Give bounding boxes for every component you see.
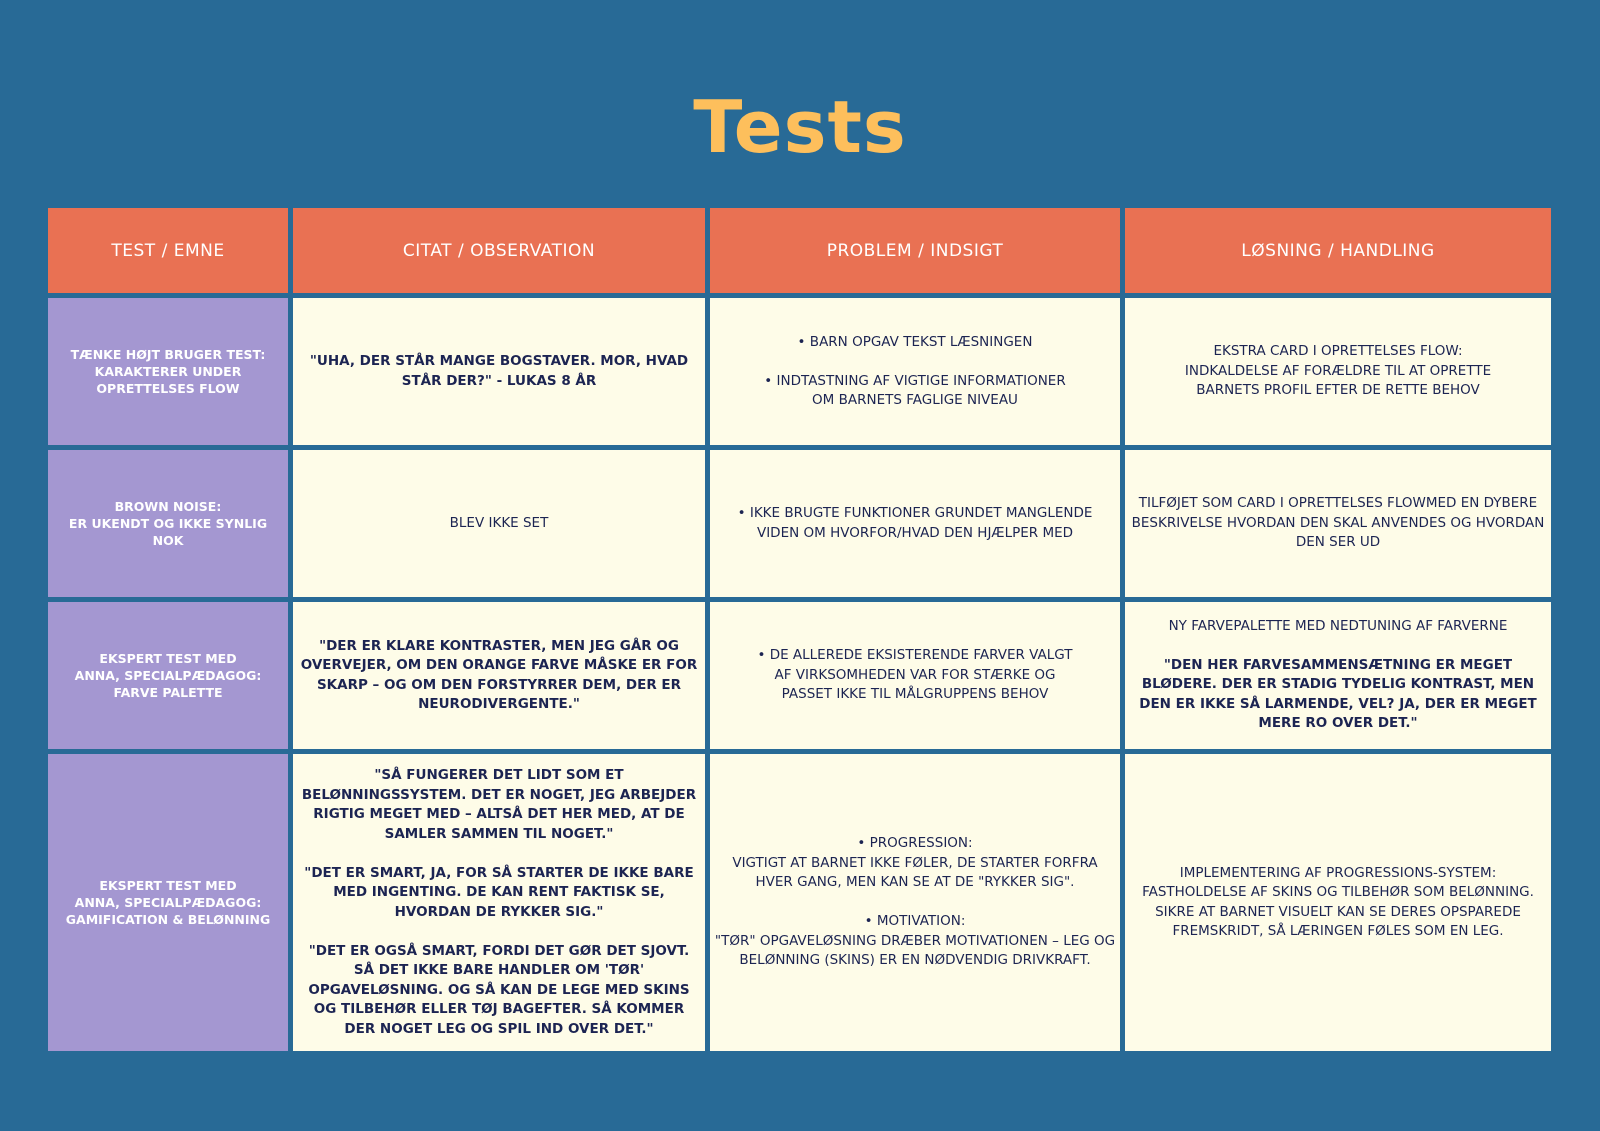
header-test-topic: TEST / EMNE	[48, 208, 288, 293]
row-1-topic: TÆNKE HØJT BRUGER TEST: KARAKTERER UNDER OPRETTELSES FLOW	[48, 298, 288, 445]
row-1-solution: EKSTRA CARD I OPRETTELSES FLOW: INDKALDELSE AF FORÆLDRE TIL AT OPRETTE BARNETS PROFIL EFTER DE RETTE BEHOV	[1184, 343, 1492, 399]
row-1-solution-cell	[1125, 298, 1551, 445]
row-4-solution: IMPLEMENTERING AF PROGRESSIONS-SYSTEM: FASTHOLDELSE AF SKINS OG TILBEHØR SOM BELØNNING. SIKRE AT BARNET VISUELT KAN SE DERES OPSPAREDE FREMSKRIDT, SÅ LÆRINGEN FØLES SOM EN LEG.	[1142, 864, 1534, 939]
row-2-solution-cell	[1125, 450, 1551, 597]
row-3-solution-quote: "DEN HER FARVESAMMENSÆTNING ER MEGET BLØDERE. DER ER STADIG TYDELIG KONTRAST, MEN DEN ER IKKE SÅ LARMENDE, VEL? JA, DER ER MEGET MERE RO OVER DET."	[1139, 656, 1537, 732]
row-3-quote: "DER ER KLARE KONTRASTER, MEN JEG GÅR OG OVERVEJER, OM DEN ORANGE FARVE MÅSKE ER FOR SKARP – OG OM DEN FORSTYRRER DEM, DER ER NEURODIVERGENTE."	[293, 602, 705, 749]
row-2-quote: BLEV IKKE SET	[293, 450, 705, 597]
row-4-quote: "SÅ FUNGERER DET LIDT SOM ET BELØNNINGSSYSTEM. DET ER NOGET, JEG ARBEJDER RIGTIG MEGET MED – ALTSÅ DET HER MED, AT DE SAMLER SAMMEN TIL NOGET." "DET ER SMART, JA, FOR SÅ STARTER DE IKKE BARE MED INGENTING. DE KAN RENT FAKTISK SE, HVORDAN DE RYKKER SIG." "DET ER OGSÅ SMART, FORDI DET GØR DET SJOVT. SÅ DET IKKE BARE HANDLER OM 'TØR' OPGAVELØSNING. OG SÅ KAN DE LEGE MED SKINS OG TILBEHØR ELLER TØJ BAGEFTER. SÅ KOMMER DER NOGET LEG OG SPIL IND OVER DET."	[293, 754, 705, 1051]
row-2-solution: TILFØJET SOM CARD I OPRETTELSES FLOWMED EN DYBERE BESKRIVELSE HVORDAN DEN SKAL ANVENDES OG HVORDAN DEN SER UD	[1131, 495, 1545, 551]
header-problem-insight: PROBLEM / INDSIGT	[710, 208, 1120, 293]
row-3-solution: NY FARVEPALETTE MED NEDTUNING AF FARVERNE	[1168, 618, 1508, 635]
row-2-topic: BROWN NOISE: ER UKENDT OG IKKE SYNLIG NOK	[48, 450, 288, 597]
header-quote-observation: CITAT / OBSERVATION	[293, 208, 705, 293]
row-2-problem: • IKKE BRUGTE FUNKTIONER GRUNDET MANGLENDE VIDEN OM HVORFOR/HVAD DEN HJÆLPER MED	[710, 450, 1120, 597]
row-4-problem: • PROGRESSION: VIGTIGT AT BARNET IKKE FØLER, DE STARTER FORFRA HVER GANG, MEN KAN SE AT DE "RYKKER SIG". • MOTIVATION: "TØR" OPGAVELØSNING DRÆBER MOTIVATIONEN – LEG OG BELØNNING (SKINS) ER EN NØDVENDIG DRIVKRAFT.	[710, 754, 1120, 1051]
row-3-solution-cell	[1125, 602, 1551, 749]
header-solution-action: LØSNING / HANDLING	[1125, 208, 1551, 293]
row-4-solution-cell	[1125, 754, 1551, 1051]
row-3-problem: • DE ALLEREDE EKSISTERENDE FARVER VALGT AF VIRKSOMHEDEN VAR FOR STÆRKE OG PASSET IKKE TIL MÅLGRUPPENS BEHOV	[710, 602, 1120, 749]
row-4-topic: EKSPERT TEST MED ANNA, SPECIALPÆDAGOG: GAMIFICATION & BELØNNING	[48, 754, 288, 1051]
row-3-topic: EKSPERT TEST MED ANNA, SPECIALPÆDAGOG: FARVE PALETTE	[48, 602, 288, 749]
row-1-problem: • BARN OPGAV TEKST LÆSNINGEN • INDTASTNING AF VIGTIGE INFORMATIONER OM BARNETS FAGLIGE NIVEAU	[710, 298, 1120, 445]
tests-table	[48, 208, 1551, 1051]
page-title: Tests	[693, 85, 907, 169]
row-1-quote: "UHA, DER STÅR MANGE BOGSTAVER. MOR, HVAD STÅR DER?" - LUKAS 8 ÅR	[293, 298, 705, 445]
